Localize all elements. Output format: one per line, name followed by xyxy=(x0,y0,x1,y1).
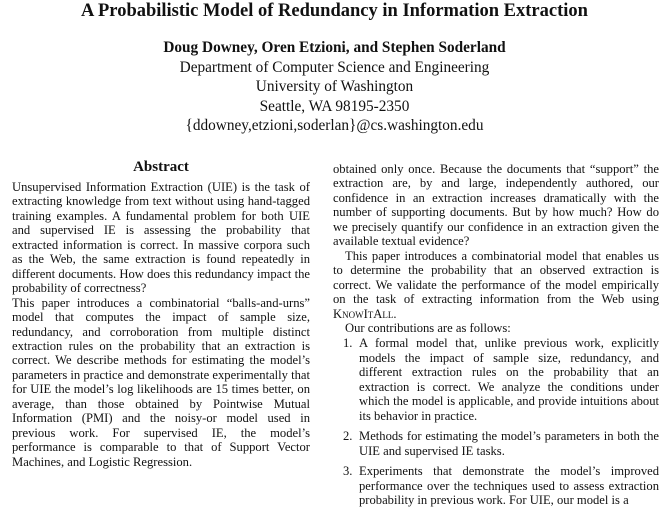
abstract-paragraph-2: This paper introduces a combinatorial “balls-and-urns” model that computes the impact of sample size, redundancy, and corroboration from multiple distinct extraction rules on the probability that an extraction is correct. We describe methods for estimating the model’s parameters in practice and demonstrate experimentally that for UIE the model’s log likelihoods are 15 times better, on average, than those obtained by Pointwise Mutual Information (PMI) and the noisy-or model used in previous work. For supervised IE, the model’s performance is comparable to that of Support Vector Machines, and Logistic Regression. xyxy=(12,295,310,469)
intro-paragraph-2-text: This paper introduces a combinatorial model that enables us to determine the probability that an observed extraction is correct. We validate the performance of the model empirically on the task of extracting information from the Web using xyxy=(333,248,659,307)
contribution-number: 1. xyxy=(343,336,353,351)
contribution-number: 2. xyxy=(343,429,353,444)
abstract-paragraph-1: Unsupervised Information Extraction (UIE) is the task of extracting knowledge from text without using hand-tagged training examples. A fundamental problem for both UIE and supervised IE is assessing the probability that extracted information is correct. In massive corpora such as the Web, the same extraction is found repeatedly in different documents. How does this redundancy impact the probability of correctness? xyxy=(12,180,310,296)
contribution-text: Methods for estimating the model’s parameters in both the UIE and supervised IE tasks. xyxy=(359,429,659,458)
contributions-intro: Our contributions are as follows: xyxy=(345,320,511,335)
contribution-text: A formal model that, unlike previous work, explicitly models the impact of sample size, redundancy, and different extraction rules on the probability that an extraction is correct. We analyze the conditions under which the model is applicable, and provide intuitions about its behavior in practice. xyxy=(359,336,659,423)
contribution-item xyxy=(333,429,659,458)
contribution-item xyxy=(333,464,659,507)
author-names: Doug Downey, Oren Etzioni, and Stephen Soderland xyxy=(163,39,506,56)
contribution-text: Experiments that demonstrate the model’s improved performance over the techniques used to assess extraction probability in previous work. For UIE, our model is a xyxy=(359,464,659,507)
contribution-item xyxy=(333,336,659,423)
intro-paragraph-1: obtained only once. Because the documents that “support” the extraction are, by and large, independently authored, our confidence in an extraction increases dramatically with the number of supporting documents. But by how much? How do we precisely quantify our confidence in an extraction given the available textual evidence? xyxy=(333,162,659,249)
contribution-number: 3. xyxy=(343,464,353,479)
left-column xyxy=(12,158,310,469)
email: {ddowney,etzioni,soderlan}@cs.washington.edu xyxy=(185,117,484,134)
system-name: KnowItAll xyxy=(333,306,394,321)
department: Department of Computer Science and Engineering xyxy=(179,58,490,76)
author-block xyxy=(0,38,669,136)
address: Seattle, WA 98195-2350 xyxy=(259,97,410,115)
intro-paragraph-2-end: . xyxy=(393,306,397,321)
intro-paragraph-2 xyxy=(333,249,659,321)
university: University of Washington xyxy=(255,78,414,95)
right-column xyxy=(333,162,659,511)
contributions-list xyxy=(333,336,659,507)
abstract-heading: Abstract xyxy=(133,159,189,175)
paper-title: A Probabilistic Model of Redundancy in Information Extraction xyxy=(81,1,588,21)
